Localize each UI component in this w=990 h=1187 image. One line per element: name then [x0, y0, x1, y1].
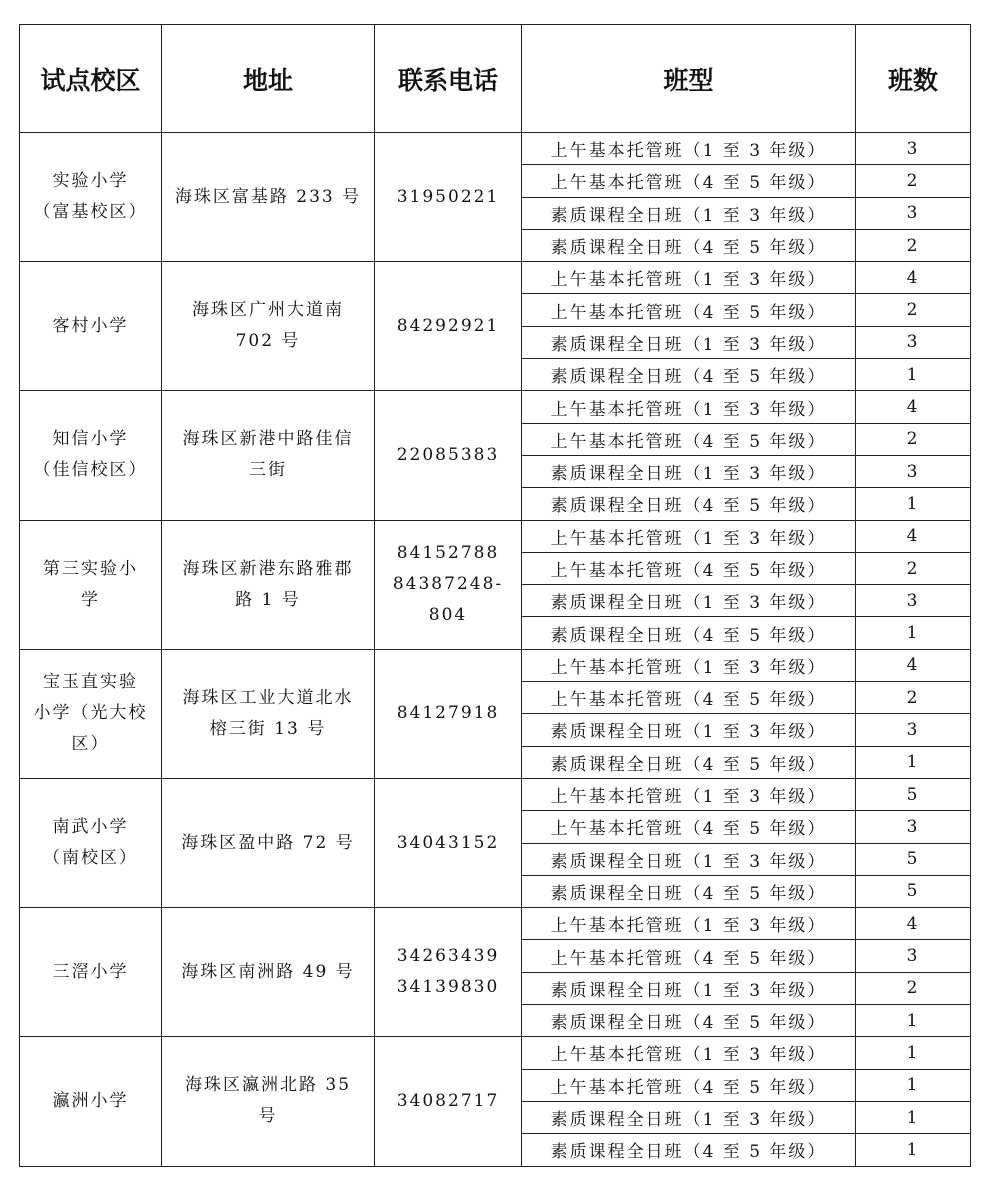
header-phone: 联系电话 — [375, 25, 522, 133]
address-line: 路 1 号 — [235, 589, 301, 610]
class-type-cell: 上午基本托管班（1 至 3 年级） — [522, 778, 856, 810]
address-line: 海珠区广州大道南 — [192, 300, 344, 321]
class-type-cell: 上午基本托管班（4 至 5 年级） — [522, 294, 856, 326]
phone-cell — [375, 520, 522, 649]
class-type-cell: 素质课程全日班（1 至 3 年级） — [522, 455, 856, 487]
address-line: 海珠区瀛洲北路 35 — [184, 1075, 352, 1096]
address-cell — [162, 1037, 375, 1166]
header-class-count: 班数 — [856, 25, 971, 133]
header-address: 地址 — [162, 25, 375, 133]
class-count-cell: 3 — [856, 197, 971, 229]
class-count-cell: 3 — [856, 455, 971, 487]
class-type-cell: 素质课程全日班（4 至 5 年级） — [522, 875, 856, 907]
class-count-cell: 1 — [856, 617, 971, 649]
phone-cell — [375, 391, 522, 520]
class-type-cell: 素质课程全日班（4 至 5 年级） — [522, 617, 856, 649]
class-count-cell: 2 — [856, 423, 971, 455]
school-name-line: （富基校区） — [33, 202, 148, 223]
class-type-cell: 素质课程全日班（4 至 5 年级） — [522, 488, 856, 520]
address-cell — [162, 262, 375, 391]
class-type-cell: 上午基本托管班（4 至 5 年级） — [522, 423, 856, 455]
table-row — [20, 778, 971, 810]
class-count-cell: 2 — [856, 972, 971, 1004]
class-type-cell: 上午基本托管班（4 至 5 年级） — [522, 165, 856, 197]
header-school: 试点校区 — [20, 25, 162, 133]
class-type-cell: 素质课程全日班（1 至 3 年级） — [522, 972, 856, 1004]
class-count-cell: 5 — [856, 843, 971, 875]
school-name-line: 瀛洲小学 — [52, 1090, 129, 1111]
address-cell — [162, 391, 375, 520]
class-type-cell: 上午基本托管班（1 至 3 年级） — [522, 1037, 856, 1069]
school-name-cell — [20, 391, 162, 520]
school-name-cell — [20, 133, 162, 262]
address-line: 海珠区南洲路 49 号 — [181, 961, 355, 982]
class-count-cell: 4 — [856, 908, 971, 940]
address-line: 海珠区盈中路 72 号 — [181, 832, 355, 853]
phone-cell — [375, 908, 522, 1037]
address-line: 榕三街 13 号 — [209, 718, 327, 739]
phone-cell — [375, 262, 522, 391]
address-line: 号 — [258, 1106, 278, 1127]
address-line: 海珠区新港中路佳信 — [182, 429, 354, 450]
class-type-cell: 素质课程全日班（4 至 5 年级） — [522, 1005, 856, 1037]
phone-number: 34082717 — [396, 1090, 500, 1111]
school-name-line: 小学（光大校 — [33, 703, 148, 724]
class-count-cell: 4 — [856, 649, 971, 681]
school-name-cell — [20, 649, 162, 778]
address-line: 海珠区工业大道北水 — [182, 687, 354, 708]
school-name-line: 学 — [81, 589, 100, 610]
address-cell — [162, 133, 375, 262]
class-count-cell: 3 — [856, 133, 971, 165]
school-name-cell — [20, 908, 162, 1037]
phone-cell — [375, 133, 522, 262]
class-count-cell: 3 — [856, 811, 971, 843]
class-count-cell: 1 — [856, 1005, 971, 1037]
class-count-cell: 4 — [856, 520, 971, 552]
phone-number: 84292921 — [396, 315, 500, 336]
header-row — [20, 25, 971, 133]
school-name-cell — [20, 262, 162, 391]
pilot-school-table — [19, 24, 971, 1167]
table-row — [20, 262, 971, 294]
class-count-cell: 2 — [856, 229, 971, 261]
class-type-cell: 上午基本托管班（4 至 5 年级） — [522, 682, 856, 714]
class-type-cell: 上午基本托管班（4 至 5 年级） — [522, 811, 856, 843]
table-row — [20, 1037, 971, 1069]
class-type-cell: 素质课程全日班（4 至 5 年级） — [522, 746, 856, 778]
school-name-line: （南校区） — [43, 848, 138, 869]
class-count-cell: 1 — [856, 1134, 971, 1166]
address-cell — [162, 520, 375, 649]
class-count-cell: 1 — [856, 1101, 971, 1133]
address-cell — [162, 778, 375, 907]
school-name-line: 南武小学 — [52, 817, 129, 838]
phone-number: 34263439 — [396, 946, 500, 967]
class-count-cell: 4 — [856, 391, 971, 423]
class-count-cell: 3 — [856, 940, 971, 972]
class-count-cell: 3 — [856, 326, 971, 358]
address-line: 三街 — [249, 460, 287, 481]
phone-number: 84127918 — [396, 703, 500, 724]
class-type-cell: 素质课程全日班（1 至 3 年级） — [522, 1101, 856, 1133]
school-name-cell — [20, 1037, 162, 1166]
phone-number: 34043152 — [396, 832, 500, 853]
class-type-cell: 素质课程全日班（4 至 5 年级） — [522, 229, 856, 261]
phone-number: 84152788 — [396, 543, 500, 564]
class-count-cell: 2 — [856, 165, 971, 197]
class-type-cell: 上午基本托管班（1 至 3 年级） — [522, 649, 856, 681]
school-name-line: 第三实验小 — [43, 558, 138, 579]
class-type-cell: 素质课程全日班（1 至 3 年级） — [522, 585, 856, 617]
table-body — [20, 133, 971, 1167]
school-name-line: 区） — [71, 734, 110, 755]
class-type-cell: 上午基本托管班（1 至 3 年级） — [522, 262, 856, 294]
address-line: 海珠区富基路 233 号 — [174, 186, 362, 207]
class-type-cell: 上午基本托管班（1 至 3 年级） — [522, 908, 856, 940]
class-type-cell: 上午基本托管班（1 至 3 年级） — [522, 520, 856, 552]
class-count-cell: 2 — [856, 294, 971, 326]
school-name-line: 三滘小学 — [52, 961, 129, 982]
school-name-cell — [20, 520, 162, 649]
class-type-cell: 上午基本托管班（4 至 5 年级） — [522, 1069, 856, 1101]
table-row — [20, 133, 971, 165]
class-count-cell: 1 — [856, 1037, 971, 1069]
class-count-cell: 1 — [856, 1069, 971, 1101]
table-row — [20, 520, 971, 552]
class-count-cell: 3 — [856, 585, 971, 617]
class-type-cell: 上午基本托管班（1 至 3 年级） — [522, 391, 856, 423]
school-name-line: 宝玉直实验 — [43, 672, 138, 693]
address-cell — [162, 908, 375, 1037]
table-row — [20, 908, 971, 940]
class-count-cell: 5 — [856, 778, 971, 810]
class-count-cell: 1 — [856, 359, 971, 391]
school-name-line: （佳信校区） — [33, 460, 148, 481]
class-type-cell: 上午基本托管班（4 至 5 年级） — [522, 552, 856, 584]
class-count-cell: 4 — [856, 262, 971, 294]
phone-cell — [375, 778, 522, 907]
address-line: 海珠区新港东路雅郡 — [182, 558, 354, 579]
phone-number: 84387248-804 — [392, 574, 504, 626]
class-type-cell: 素质课程全日班（4 至 5 年级） — [522, 359, 856, 391]
table-row — [20, 649, 971, 681]
school-name-cell — [20, 778, 162, 907]
phone-cell — [375, 1037, 522, 1166]
class-count-cell: 5 — [856, 875, 971, 907]
school-name-line: 实验小学 — [52, 171, 129, 192]
phone-number: 22085383 — [396, 444, 500, 465]
phone-number: 34139830 — [396, 977, 500, 998]
phone-cell — [375, 649, 522, 778]
class-count-cell: 2 — [856, 552, 971, 584]
class-count-cell: 3 — [856, 714, 971, 746]
class-type-cell: 素质课程全日班（1 至 3 年级） — [522, 843, 856, 875]
address-cell — [162, 649, 375, 778]
class-type-cell: 上午基本托管班（1 至 3 年级） — [522, 133, 856, 165]
class-type-cell: 素质课程全日班（1 至 3 年级） — [522, 714, 856, 746]
table-row — [20, 391, 971, 423]
class-type-cell: 素质课程全日班（1 至 3 年级） — [522, 326, 856, 358]
class-type-cell: 上午基本托管班（4 至 5 年级） — [522, 940, 856, 972]
class-type-cell: 素质课程全日班（1 至 3 年级） — [522, 197, 856, 229]
class-count-cell: 1 — [856, 746, 971, 778]
class-type-cell: 素质课程全日班（4 至 5 年级） — [522, 1134, 856, 1166]
phone-number: 31950221 — [396, 186, 500, 207]
header-class-type: 班型 — [522, 25, 856, 133]
class-count-cell: 1 — [856, 488, 971, 520]
class-count-cell: 2 — [856, 682, 971, 714]
school-name-line: 客村小学 — [52, 315, 129, 336]
address-line: 702 号 — [235, 331, 301, 352]
school-name-line: 知信小学 — [52, 429, 129, 450]
